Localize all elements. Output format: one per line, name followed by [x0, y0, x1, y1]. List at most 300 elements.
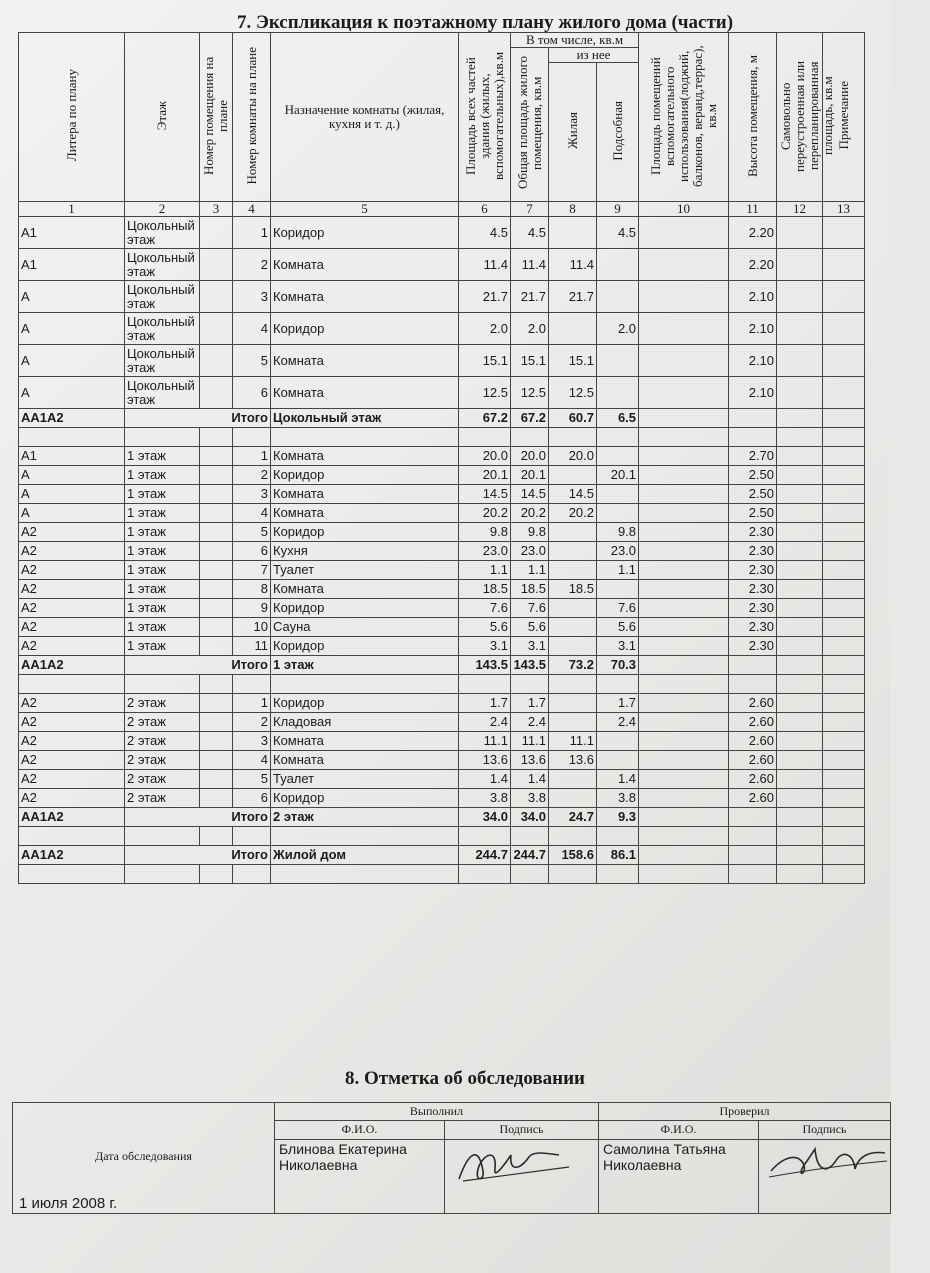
empty-cell — [19, 675, 125, 694]
total-living-area: 158.6 — [549, 846, 597, 865]
room-height: 2.70 — [729, 447, 777, 466]
empty-cell — [729, 675, 777, 694]
room-general-area: 13.6 — [511, 751, 549, 770]
empty-cell — [200, 428, 233, 447]
empty-cell — [823, 313, 865, 345]
room-height: 2.30 — [729, 542, 777, 561]
empty-cell — [19, 428, 125, 447]
empty-cell — [639, 504, 729, 523]
room-living-area: 12.5 — [549, 377, 597, 409]
performer-signature-icon — [449, 1141, 589, 1191]
room-number: 6 — [233, 542, 271, 561]
empty-cell — [597, 827, 639, 846]
room-floor: Цокольный этаж — [125, 377, 200, 409]
room-living-area — [549, 637, 597, 656]
empty-cell — [233, 675, 271, 694]
room-number: 1 — [233, 447, 271, 466]
room-area: 13.6 — [459, 751, 511, 770]
empty-cell — [823, 217, 865, 249]
empty-cell — [639, 561, 729, 580]
room-name: Коридор — [271, 637, 459, 656]
room-area: 20.2 — [459, 504, 511, 523]
empty-cell — [777, 345, 823, 377]
room-row — [19, 504, 865, 523]
total-litera: АА1А2 — [19, 656, 125, 675]
empty-cell — [823, 732, 865, 751]
room-number: 3 — [233, 281, 271, 313]
empty-cell — [511, 675, 549, 694]
total-name: 1 этаж — [271, 656, 459, 675]
room-height: 2.10 — [729, 377, 777, 409]
room-row — [19, 345, 865, 377]
header-iz-nee: из нее — [549, 48, 639, 63]
header-naznachenie: Назначение комнаты (жилая, кухня и т. д.) — [271, 33, 459, 202]
room-floor: 2 этаж — [125, 770, 200, 789]
empty-cell — [200, 675, 233, 694]
room-row — [19, 789, 865, 808]
empty-cell — [639, 846, 729, 865]
room-general-area: 7.6 — [511, 599, 549, 618]
room-general-area: 9.8 — [511, 523, 549, 542]
empty-cell — [639, 637, 729, 656]
room-height: 2.60 — [729, 751, 777, 770]
room-auxiliary-area — [597, 281, 639, 313]
room-number: 6 — [233, 377, 271, 409]
room-row — [19, 618, 865, 637]
room-floor: Цокольный этаж — [125, 249, 200, 281]
total-name: 2 этаж — [271, 808, 459, 827]
room-litera: А — [19, 377, 125, 409]
empty-cell — [125, 428, 200, 447]
room-name: Коридор — [271, 466, 459, 485]
column-number: 13 — [823, 202, 865, 217]
empty-cell — [823, 580, 865, 599]
column-number: 12 — [777, 202, 823, 217]
room-area: 11.1 — [459, 732, 511, 751]
room-litera: А1 — [19, 249, 125, 281]
empty-cell — [823, 675, 865, 694]
room-general-area: 14.5 — [511, 485, 549, 504]
room-height: 2.10 — [729, 281, 777, 313]
date-cell — [13, 1103, 275, 1214]
empty-cell — [200, 618, 233, 637]
empty-cell — [639, 694, 729, 713]
room-litera: А2 — [19, 599, 125, 618]
room-area: 1.7 — [459, 694, 511, 713]
empty-cell — [511, 827, 549, 846]
total-area: 244.7 — [459, 846, 511, 865]
empty-cell — [777, 751, 823, 770]
room-auxiliary-area — [597, 447, 639, 466]
empty-cell — [271, 827, 459, 846]
empty-cell — [823, 485, 865, 504]
room-area: 15.1 — [459, 345, 511, 377]
checker-signature — [759, 1139, 891, 1213]
empty-cell — [233, 428, 271, 447]
empty-cell — [639, 485, 729, 504]
total-area: 67.2 — [459, 409, 511, 428]
empty-cell — [639, 580, 729, 599]
performer-name: Блинова Екатерина Николаевна — [275, 1139, 445, 1213]
empty-cell — [777, 504, 823, 523]
total-auxiliary-area: 70.3 — [597, 656, 639, 675]
empty-cell — [823, 447, 865, 466]
date-value: 1 июля 2008 г. — [19, 1195, 118, 1212]
empty-cell — [777, 377, 823, 409]
room-area: 9.8 — [459, 523, 511, 542]
room-row — [19, 542, 865, 561]
empty-cell — [200, 542, 233, 561]
header-samovolno: Самовольно переустроенная или перепланированная площадь, кв.м — [777, 33, 823, 202]
room-row — [19, 281, 865, 313]
empty-cell — [459, 827, 511, 846]
empty-cell — [823, 466, 865, 485]
empty-cell — [125, 827, 200, 846]
empty-cell — [200, 377, 233, 409]
empty-cell — [777, 523, 823, 542]
room-number: 10 — [233, 618, 271, 637]
empty-cell — [639, 447, 729, 466]
room-number: 4 — [233, 751, 271, 770]
room-height: 2.30 — [729, 523, 777, 542]
room-general-area: 2.0 — [511, 313, 549, 345]
room-general-area: 2.4 — [511, 713, 549, 732]
room-litera: А2 — [19, 618, 125, 637]
room-floor: 1 этаж — [125, 561, 200, 580]
header-obshchaya: Общая площадь жилого помещения, кв.м — [511, 48, 549, 202]
empty-cell — [777, 542, 823, 561]
room-general-area: 20.1 — [511, 466, 549, 485]
room-name: Коридор — [271, 523, 459, 542]
empty-cell — [639, 313, 729, 345]
empty-cell — [125, 865, 200, 884]
performer-fio-label: Ф.И.О. — [275, 1121, 445, 1139]
room-auxiliary-area: 1.1 — [597, 561, 639, 580]
room-floor: 2 этаж — [125, 694, 200, 713]
room-floor: 2 этаж — [125, 789, 200, 808]
room-living-area — [549, 542, 597, 561]
room-row — [19, 561, 865, 580]
room-living-area — [549, 599, 597, 618]
room-number: 3 — [233, 485, 271, 504]
empty-cell — [200, 751, 233, 770]
room-name: Сауна — [271, 618, 459, 637]
empty-cell — [729, 827, 777, 846]
room-height: 2.60 — [729, 732, 777, 751]
room-row — [19, 694, 865, 713]
room-general-area: 11.4 — [511, 249, 549, 281]
room-litera: А — [19, 485, 125, 504]
total-general-area: 34.0 — [511, 808, 549, 827]
room-auxiliary-area: 2.0 — [597, 313, 639, 345]
total-general-area: 143.5 — [511, 656, 549, 675]
room-auxiliary-area — [597, 504, 639, 523]
room-litera: А2 — [19, 542, 125, 561]
empty-cell — [639, 249, 729, 281]
blank-row — [19, 675, 865, 694]
total-living-area: 73.2 — [549, 656, 597, 675]
empty-cell — [729, 428, 777, 447]
empty-cell — [823, 846, 865, 865]
empty-cell — [639, 523, 729, 542]
room-name: Комната — [271, 751, 459, 770]
empty-cell — [777, 580, 823, 599]
performed-label: Выполнил — [275, 1103, 599, 1121]
total-row — [19, 846, 865, 865]
room-auxiliary-area — [597, 377, 639, 409]
room-area: 2.0 — [459, 313, 511, 345]
header-podsobnaya: Подсобная — [597, 63, 639, 202]
room-litera: А2 — [19, 732, 125, 751]
total-area: 143.5 — [459, 656, 511, 675]
room-general-area: 5.6 — [511, 618, 549, 637]
empty-cell — [777, 428, 823, 447]
total-general-area: 67.2 — [511, 409, 549, 428]
room-row — [19, 485, 865, 504]
empty-cell — [823, 713, 865, 732]
total-label: Итого — [125, 409, 271, 428]
room-number: 11 — [233, 637, 271, 656]
room-height: 2.60 — [729, 789, 777, 808]
room-litera: А2 — [19, 561, 125, 580]
room-name: Кладовая — [271, 713, 459, 732]
room-name: Туалет — [271, 561, 459, 580]
empty-cell — [639, 732, 729, 751]
room-row — [19, 637, 865, 656]
room-row — [19, 523, 865, 542]
room-height: 2.10 — [729, 345, 777, 377]
empty-cell — [511, 865, 549, 884]
header-nomer-pomeshcheniya: Номер помещения на плане — [200, 33, 233, 202]
room-living-area — [549, 466, 597, 485]
empty-cell — [777, 447, 823, 466]
empty-cell — [777, 217, 823, 249]
empty-cell — [125, 675, 200, 694]
room-floor: 1 этаж — [125, 485, 200, 504]
empty-cell — [639, 428, 729, 447]
room-general-area: 4.5 — [511, 217, 549, 249]
room-general-area: 12.5 — [511, 377, 549, 409]
room-number: 9 — [233, 599, 271, 618]
room-floor: Цокольный этаж — [125, 345, 200, 377]
room-area: 14.5 — [459, 485, 511, 504]
total-general-area: 244.7 — [511, 846, 549, 865]
room-living-area — [549, 789, 597, 808]
column-number: 9 — [597, 202, 639, 217]
room-litera: А — [19, 313, 125, 345]
header-zhilaya: Жилая — [549, 63, 597, 202]
room-row — [19, 580, 865, 599]
empty-cell — [729, 846, 777, 865]
total-label: Итого — [125, 808, 271, 827]
room-general-area: 3.8 — [511, 789, 549, 808]
room-auxiliary-area: 1.4 — [597, 770, 639, 789]
room-row — [19, 249, 865, 281]
room-area: 12.5 — [459, 377, 511, 409]
total-litera: АА1А2 — [19, 846, 125, 865]
empty-cell — [823, 656, 865, 675]
empty-cell — [639, 217, 729, 249]
room-litera: А2 — [19, 751, 125, 770]
header-vysota: Высота помещения, м — [729, 33, 777, 202]
column-number: 2 — [125, 202, 200, 217]
empty-cell — [777, 789, 823, 808]
empty-cell — [729, 656, 777, 675]
total-auxiliary-area: 6.5 — [597, 409, 639, 428]
column-number: 4 — [233, 202, 271, 217]
empty-cell — [271, 675, 459, 694]
empty-cell — [233, 865, 271, 884]
room-litera: А2 — [19, 770, 125, 789]
total-litera: АА1А2 — [19, 808, 125, 827]
room-litera: А2 — [19, 637, 125, 656]
room-living-area — [549, 561, 597, 580]
empty-cell — [823, 770, 865, 789]
empty-cell — [19, 827, 125, 846]
empty-cell — [777, 675, 823, 694]
empty-cell — [639, 377, 729, 409]
room-general-area: 11.1 — [511, 732, 549, 751]
room-general-area: 18.5 — [511, 580, 549, 599]
empty-cell — [823, 345, 865, 377]
room-height: 2.30 — [729, 618, 777, 637]
room-area: 11.4 — [459, 249, 511, 281]
performer-signature — [445, 1139, 599, 1213]
room-floor: 2 этаж — [125, 732, 200, 751]
header-vspomogatelnaya: Площадь помещений вспомогательного использования(лоджий, балконов, веранд,террас), кв.м — [639, 33, 729, 202]
empty-cell — [200, 217, 233, 249]
room-row — [19, 466, 865, 485]
total-living-area: 24.7 — [549, 808, 597, 827]
room-number: 2 — [233, 249, 271, 281]
empty-cell — [639, 808, 729, 827]
room-area: 4.5 — [459, 217, 511, 249]
empty-cell — [200, 599, 233, 618]
room-number: 4 — [233, 504, 271, 523]
empty-cell — [823, 249, 865, 281]
empty-cell — [200, 313, 233, 345]
room-living-area: 15.1 — [549, 345, 597, 377]
room-name: Комната — [271, 249, 459, 281]
empty-cell — [639, 542, 729, 561]
room-number: 5 — [233, 770, 271, 789]
room-auxiliary-area: 2.4 — [597, 713, 639, 732]
room-auxiliary-area: 4.5 — [597, 217, 639, 249]
room-name: Коридор — [271, 789, 459, 808]
room-living-area — [549, 523, 597, 542]
empty-cell — [200, 249, 233, 281]
column-number: 6 — [459, 202, 511, 217]
empty-cell — [823, 865, 865, 884]
empty-cell — [823, 561, 865, 580]
room-living-area — [549, 713, 597, 732]
room-living-area — [549, 770, 597, 789]
room-living-area — [549, 217, 597, 249]
empty-cell — [597, 675, 639, 694]
room-area: 1.1 — [459, 561, 511, 580]
empty-cell — [271, 865, 459, 884]
room-auxiliary-area: 20.1 — [597, 466, 639, 485]
room-name: Комната — [271, 485, 459, 504]
room-number: 3 — [233, 732, 271, 751]
empty-cell — [200, 345, 233, 377]
empty-cell — [639, 599, 729, 618]
empty-cell — [200, 485, 233, 504]
empty-cell — [777, 808, 823, 827]
room-area: 20.0 — [459, 447, 511, 466]
empty-cell — [549, 827, 597, 846]
total-row — [19, 656, 865, 675]
room-area: 2.4 — [459, 713, 511, 732]
empty-cell — [200, 504, 233, 523]
room-number: 6 — [233, 789, 271, 808]
empty-cell — [200, 694, 233, 713]
room-auxiliary-area — [597, 345, 639, 377]
room-floor: 1 этаж — [125, 523, 200, 542]
empty-cell — [823, 789, 865, 808]
room-living-area: 21.7 — [549, 281, 597, 313]
room-name: Комната — [271, 447, 459, 466]
empty-cell — [823, 542, 865, 561]
room-height: 2.10 — [729, 313, 777, 345]
empty-cell — [639, 770, 729, 789]
room-number: 1 — [233, 217, 271, 249]
room-general-area: 15.1 — [511, 345, 549, 377]
room-name: Комната — [271, 580, 459, 599]
room-litera: А2 — [19, 789, 125, 808]
room-row — [19, 377, 865, 409]
room-number: 4 — [233, 313, 271, 345]
empty-cell — [639, 827, 729, 846]
empty-cell — [823, 637, 865, 656]
explication-table — [18, 32, 865, 884]
room-height: 2.60 — [729, 770, 777, 789]
room-name: Комната — [271, 732, 459, 751]
room-name: Коридор — [271, 313, 459, 345]
empty-cell — [777, 694, 823, 713]
empty-cell — [777, 732, 823, 751]
room-row — [19, 217, 865, 249]
room-litera: А2 — [19, 694, 125, 713]
room-area: 20.1 — [459, 466, 511, 485]
room-auxiliary-area: 7.6 — [597, 599, 639, 618]
total-label: Итого — [125, 656, 271, 675]
empty-cell — [271, 428, 459, 447]
section-8-title: 8. Отметка об обследовании — [345, 1068, 585, 1089]
room-litera: А — [19, 466, 125, 485]
empty-cell — [200, 827, 233, 846]
empty-cell — [639, 345, 729, 377]
room-height: 2.30 — [729, 637, 777, 656]
empty-cell — [823, 694, 865, 713]
empty-cell — [200, 732, 233, 751]
header-ploshchad-vsekh: Площадь всех частей здания (жилых, вспомогательных),кв.м — [459, 33, 511, 202]
empty-cell — [823, 409, 865, 428]
room-area: 3.1 — [459, 637, 511, 656]
empty-cell — [200, 561, 233, 580]
room-auxiliary-area: 1.7 — [597, 694, 639, 713]
room-area: 21.7 — [459, 281, 511, 313]
room-number: 5 — [233, 523, 271, 542]
empty-cell — [729, 865, 777, 884]
performer-signature-label: Подпись — [445, 1121, 599, 1139]
room-number: 7 — [233, 561, 271, 580]
room-floor: 1 этаж — [125, 618, 200, 637]
empty-cell — [511, 428, 549, 447]
room-litera: А1 — [19, 217, 125, 249]
room-living-area — [549, 618, 597, 637]
empty-cell — [639, 751, 729, 770]
